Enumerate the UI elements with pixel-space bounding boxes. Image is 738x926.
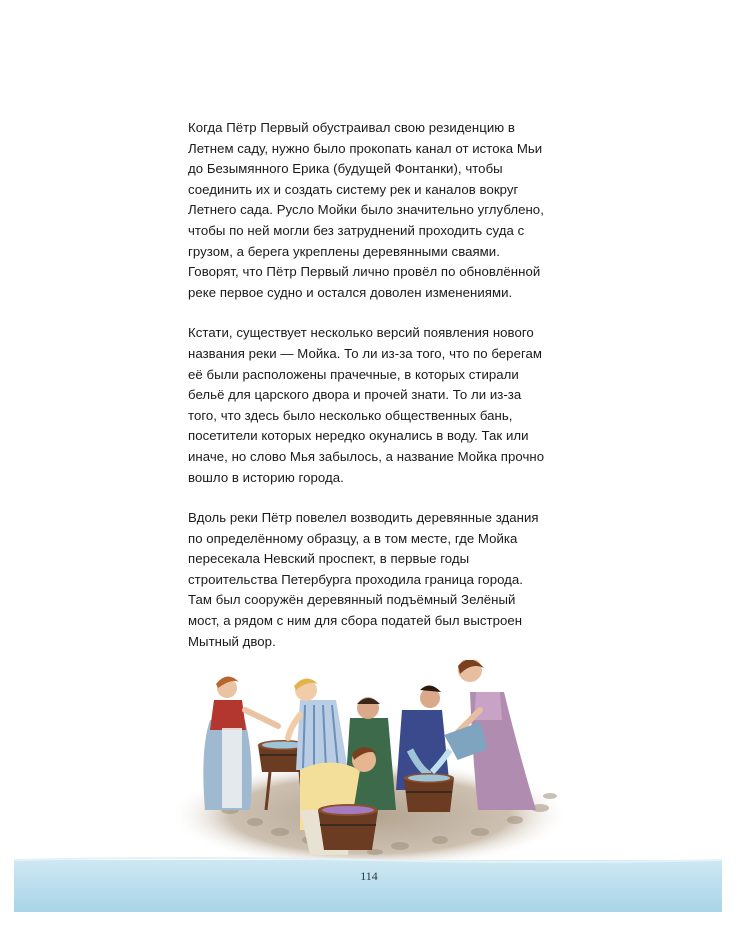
text-line: названия реки — Мойка. То ли из-за того, что по берегам	[188, 345, 543, 361]
text-line: иначе, но слово Мья забылось, а название Мойка прочно	[188, 448, 545, 464]
text-line: бельё для царского двора и прочей знати. То ли из-за	[188, 387, 522, 403]
text-line: Когда Пётр Первый обустраивал свою резиденцию в	[188, 120, 515, 135]
text-line: вошло в историю города.	[188, 469, 344, 485]
text-line: Вдоль реки Пётр повелел возводить деревянные здания	[188, 510, 539, 526]
text-line: пересекала Невский проспект, в первые годы	[188, 551, 470, 567]
washtub-right	[404, 773, 454, 812]
paragraph-1	[188, 118, 553, 303]
text-line: Говорят, что Пётр Первый лично провёл по обновлённой	[188, 264, 541, 280]
text-line: по определённому образцу, а в том месте, где Мойка	[188, 530, 518, 546]
text-line: Мытный двор.	[188, 633, 276, 649]
paragraph-3	[188, 508, 553, 652]
page-number: 114	[360, 869, 378, 883]
text-line: строительства Петербурга проходила граница города.	[188, 571, 524, 587]
paragraph-2	[188, 323, 553, 488]
text-line: мост, а рядом с ним для сбора податей был выстроен	[188, 613, 523, 629]
text-line: грузом, а берега укреплены деревянными сваями.	[188, 243, 500, 259]
washerwomen-illustration	[0, 660, 738, 926]
text-line: реке первое судно и остался доволен изменениями.	[188, 284, 513, 300]
text-line: Кстати, существует несколько версий появления нового	[188, 325, 534, 341]
text-line: чтобы по ней могли без затруднений проходить суда с	[188, 222, 525, 238]
text-line: Там был сооружён деревянный подъёмный Зелёный	[188, 592, 516, 608]
text-line: Летнем саду, нужно было прокопать канал от истока Мьи	[188, 140, 543, 156]
washtub-front	[318, 804, 378, 850]
text-line: посетители которых нередко окунались в воду. Так или	[188, 428, 529, 444]
text-line: Летнего сада. Русло Мойки было значительно углублено,	[188, 202, 544, 218]
text-line: соединить их и создать систему рек и каналов вокруг	[188, 181, 519, 197]
woman-blonde	[288, 678, 348, 770]
body-text	[188, 118, 553, 672]
text-line: до Безымянного Ерика (будущей Фонтанки), чтобы	[188, 161, 503, 177]
text-line: того, что здесь было несколько общественных бань,	[188, 407, 513, 423]
text-line: её были расположены прачечные, в которых стирали	[188, 366, 519, 382]
water-strip	[14, 860, 722, 912]
